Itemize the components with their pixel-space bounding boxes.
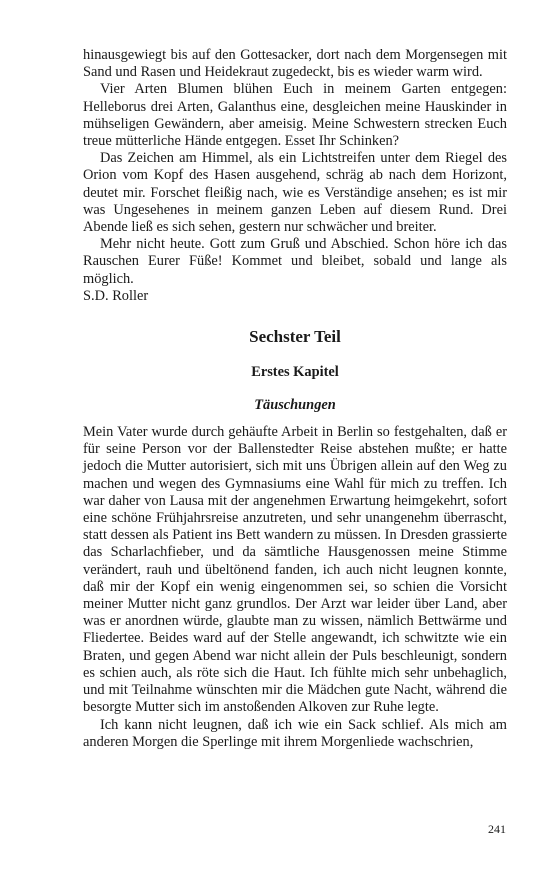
letter-signature: S.D. Roller xyxy=(83,287,149,304)
letter-paragraph: Das Zeichen am Himmel, als ein Lichtstreifen unter dem Riegel des Orion vom Kopf des Hasen ausgehend, schräg ab nach dem Horizont, deutet mir. Forschet fleißig nach, wie es Verständige ansehen; es ist mir was Ungesehenes in meinem ganzen Leben auf diesem Rund. Drei Abende ließ es sich sehen, gestern nur schwächer und breiter. xyxy=(83,150,507,236)
letter-paragraph: Mehr nicht heute. Gott zum Gruß und Abschied. Schon höre ich das Rauschen Eurer Füße! Kommet und bleibet, sobald und lange als möglich. xyxy=(83,236,507,287)
letter-paragraph: hinausgewiegt bis auf den Gottesacker, dort nach dem Morgensegen mit Sand und Rasen und Heidekraut zugedeckt, bis es wieder warm wird. xyxy=(83,47,507,81)
chapter-title: Erstes Kapitel xyxy=(251,364,339,381)
chapter-paragraph: Mein Vater wurde durch gehäufte Arbeit in Berlin so festgehalten, daß er für seine Person vor der Ballenstedter Reise abstehen mußte; er hatte jedoch die Mutter autorisiert, sich mit uns Übrigen allein auf den Weg zu machen und wegen des Gymnasiums eine Wahl für mich zu treffen. Ich war daher von Lausa mit der angenehmen Erwartung heimgekehrt, sofort eine schöne Frühjahrsreise anzutreten, und sehr unangenehm überrascht, statt dessen als Patient ins Bett wandern zu müssen. In Dresden grassierte das Scharlachfieber, und da sämtliche Hausgenossen meine Stimme verändert, rauh und übeltönend fanden, ich auch nicht leugnen konnte, daß mir der Kopf ein wenig eingenommen sei, so schien die Vorsicht meiner Mutter nicht ganz grundlos. Der Arzt war leider über Land, aber was er anordnen würde, glaubte man zu wissen, nämlich Bettwärme und Fliedertee. Beides ward auf der Stelle angewandt, ich schwitzte wie ein Braten, und gegen Abend war nicht allein der Puls beschleunigt, sondern es schien auch, als röte sich die Haut. Ich fühlte mich sehr unbehaglich, und mit Teilnahme wünschten mir die Mädchen gute Nacht, während die besorgte Mutter sich im anstoßenden Alkoven zur Ruhe legte. xyxy=(83,424,507,716)
page-body xyxy=(83,47,507,751)
letter-paragraph: Vier Arten Blumen blühen Euch in meinem Garten entgegen: Helleborus drei Arten, Galanthus eine, desgleichen meine Hauskinder in mühseligen Gewändern, aber ameisig. Meine Schwestern strecken Euch treue mütterliche Hände entgegen. Esset Ihr Schinken? xyxy=(83,81,507,150)
page-number: 241 xyxy=(488,822,506,836)
part-title: Sechster Teil xyxy=(249,327,341,347)
section-title: Täuschungen xyxy=(254,397,336,414)
chapter-paragraph: Ich kann nicht leugnen, daß ich wie ein Sack schlief. Als mich am anderen Morgen die Sperlinge mit ihrem Morgenliede wachschrien, xyxy=(83,716,507,750)
